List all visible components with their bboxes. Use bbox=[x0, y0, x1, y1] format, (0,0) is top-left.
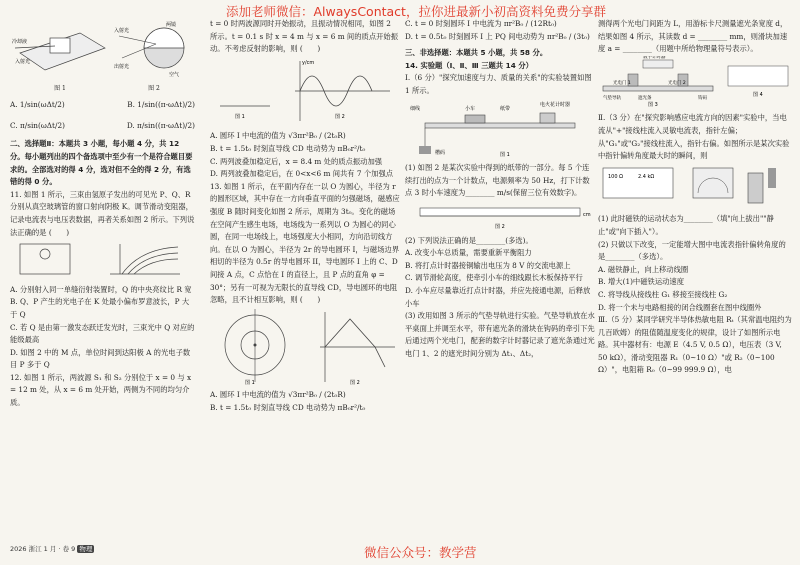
q10-option-b[interactable]: B. 1/sin((π-ωΔt)/2) bbox=[127, 100, 195, 110]
fig3-label-gate1: 光电门 1 bbox=[613, 80, 631, 86]
q13-option-b[interactable]: B. t = 1.5t₀ 时刻直导线 CD 电动势为 πB₀r²/t₀ bbox=[210, 402, 366, 412]
q14-part2-option-a[interactable]: A. 磁铁静止，向上移动线圈 bbox=[598, 264, 689, 274]
q10-option-a[interactable]: A. 1/sin(ωΔt/2) bbox=[10, 100, 65, 110]
fig1-caption: 图 1 bbox=[54, 84, 66, 92]
figure-1 bbox=[10, 18, 110, 95]
q14-part1-q3: (3) 改用如图 3 所示的气垫导轨进行实验。气垫导轨放在水平桌面上并调至水平，带有遮光条的滑块在钩码的牵引下先后通过两个光电门，配套的数字计时器记录了遮光条通过光电门 1、2 的遮光时间分别为 Δt₁、Δt₂， bbox=[405, 311, 595, 358]
q12-stem: 12. 如图 1 所示，两波源 S₁ 和 S₂ 分别位于 x = 0 与 x = 12 m 处，从 x = 6 m 处开始，两侧为不同的均匀介质。 bbox=[10, 372, 192, 408]
q10-option-d[interactable]: D. π/sin((π-ωΔt)/2) bbox=[126, 120, 195, 130]
footer-text: 2026 浙江 1 月 · 卷 9 bbox=[10, 545, 76, 553]
q11-option-a[interactable]: A. 分别射入同一单缝衍射装置时，Q 的中央亮纹比 R 宽 bbox=[10, 284, 192, 294]
q13-figures bbox=[210, 307, 400, 385]
fig1-label-incident: 入射光 bbox=[15, 59, 31, 65]
fig3-label-rail: 气垫导轨 bbox=[603, 95, 621, 101]
wave-fig1-caption: 图 1 bbox=[235, 113, 245, 120]
fig1-caption: 图 1 bbox=[500, 151, 510, 158]
q14-part2-option-c[interactable]: C. 将导线从接线柱 G₁ 移接至接线柱 G₂ bbox=[598, 289, 728, 299]
q14-option-a[interactable]: A. 改变小车总质量，需要重新平衡阻力 bbox=[405, 248, 532, 258]
page-footer bbox=[10, 544, 94, 553]
q10-option-c[interactable]: C. π/sin(ωΔt/2) bbox=[10, 120, 65, 130]
q14-option-d[interactable]: D. 小车应尽量靠近打点计时器，并应先接通电源，后释放小车 bbox=[405, 285, 591, 308]
q14-part1-q2: (2) 下列说法正确的是________(多选)。 bbox=[405, 235, 533, 245]
figure-2-drawing bbox=[114, 18, 194, 78]
fig1-label-cooling: 冷却液 bbox=[12, 39, 28, 45]
fig1-label-tape: 纸带 bbox=[500, 105, 511, 112]
column-3 bbox=[405, 18, 595, 360]
fig3-label-gate2: 光电门 2 bbox=[668, 80, 686, 86]
circuit-label-100ohm: 100 Ω bbox=[608, 173, 623, 180]
q14-part2-q1: (1) 此时磁铁的运动状态为________（填"向上拔出""静止"或"向下插入"）。 bbox=[598, 214, 774, 236]
q14-part2-q2: (2) 只做以下改变，一定能增大图中电流表指针偏转角度的是________（多选）。 bbox=[598, 239, 786, 262]
wave-fig2-caption: 图 2 bbox=[335, 113, 345, 120]
fig2-label-exit: 出射光 bbox=[114, 64, 130, 70]
q14-part1-q3-cont: 测得两个光电门间距为 L，用游标卡尺测量遮光条宽度 d，结果如图 4 所示，其读数 d = ________ mm，则滑块加速度 a = ________（用题中所给物理量符号表示）。 bbox=[598, 19, 788, 54]
fig2-label-incident: 入射光 bbox=[114, 28, 130, 34]
q14-heading: 14. 实验题（Ⅰ、Ⅱ、Ⅲ 三题共 14 分） bbox=[405, 60, 533, 70]
q14-part2-option-d[interactable]: D. 将一个未与电路相接的闭合线圈套在图中线圈外 bbox=[598, 302, 762, 312]
footer-subject-tag: 物理 bbox=[79, 545, 93, 553]
fig1-label-timer: 电火花计时器 bbox=[540, 101, 571, 108]
column-4 bbox=[598, 18, 793, 377]
q12-option-a[interactable]: A. 圆环 I 中电流的值为 √3πr²B₀ / (2t₀R) bbox=[210, 131, 346, 141]
column-2 bbox=[210, 18, 400, 414]
q12-option-d[interactable]: D. 两列波叠加稳定后，在 0<x<6 m 间共有 7 个加强点 bbox=[210, 169, 394, 179]
wave-y-unit: y/cm bbox=[302, 59, 315, 66]
q13-stem: 13. 如图 1 所示，在平面内存在一以 O 为圆心，半径为 r 的圆形区域，其中存在一方向垂直平面的匀强磁场，磁感应强度 B 随时间变化如图 2 所示，周期为 3t₀。变化的磁场在空间产生感生电场，电场线为一系列以 O 为圆心的同心圆，在同一电场线上，电场强度大小相同，方向沿切线方向。在以 O 为圆心，半径为 2r 的导电圆环 I，与磁场边界相切的半径为 0.5r 的导电圆环 II，导电圆环 I 上的 C、D 间接 A 点，C 点恰在 I 的直径上，且 P 点的直角 φ = 30°；另有一可视为无限长的直导线 CD，导电圆环的电阻忽略，且不计相互影响，则 ( ) bbox=[210, 181, 400, 305]
section-2-heading: 二、选择题Ⅱ：本题共 3 小题，每小题 4 分，共 12 分。每小题列出的四个备选项中至少有一个是符合题目要求的。全部选对的得 4 分，选对但不全的得 2 分，有选错的得 0 分。 bbox=[10, 139, 193, 187]
fig2-caption: 图 2 bbox=[148, 84, 160, 92]
q11-figures bbox=[10, 239, 190, 279]
fig3-label-shade: 遮光条 bbox=[638, 95, 652, 101]
q14-fig2-tape bbox=[405, 200, 595, 230]
q11-stem: 11. 如图 1 所示，三束由氢原子发出的可见光 P、Q、R 分别从真空玻璃管的窗口射向阴极 K。调节滑动变阻器，记录电流表与电压表数据，再者关系如图 2 所示。下列说法正确的是 ( ) bbox=[10, 189, 195, 237]
watermark-top: 添加老师微信：AlwaysContact，拉你进最新小初高资料免费分享群 bbox=[226, 4, 606, 19]
q12-option-b[interactable]: B. t = 1.5t₀ 时刻直导线 CD 电动势为 πB₀r²/t₀ bbox=[210, 143, 366, 153]
fig1-label-cart: 小车 bbox=[465, 105, 476, 112]
q14-fig3-fig4 bbox=[598, 56, 793, 108]
fig2-caption: 图 2 bbox=[495, 223, 505, 230]
ruler-unit: cm bbox=[583, 211, 591, 218]
q14-fig1-apparatus bbox=[405, 98, 595, 158]
q13-option-d[interactable]: D. t = 0.5t₀ 时刻圆环 I 上 PQ 间电动势为 πr²B₀ / (3t₀) bbox=[405, 31, 590, 41]
circuit-label-2.4k: 2.4 kΩ bbox=[638, 173, 655, 180]
fig1-label-weight: 槽码 bbox=[435, 149, 446, 156]
q13-option-c[interactable]: C. t = 0 时刻圆环 I 中电流为 πr²B₀ / (12Rt₀) bbox=[405, 19, 557, 28]
section-3-heading: 三、非选择题：本题共 5 小题，共 58 分。 bbox=[405, 48, 548, 58]
column-1 bbox=[10, 18, 195, 410]
fig1-label-rope: 细线 bbox=[410, 105, 421, 112]
figure-1-drawing bbox=[10, 18, 110, 78]
fig3-caption: 图 3 bbox=[648, 101, 658, 108]
fig2-label-mirror: 两镜 bbox=[166, 22, 177, 28]
q11-option-d[interactable]: D. 如图 2 中的 M 点，单位时间到达阳极 A 的光电子数目 P 多于 Q bbox=[10, 347, 191, 370]
q11-option-c[interactable]: C. 若 Q 是由第一激发态跃迁发光时，三束光中 Q 对应的能级最高 bbox=[10, 322, 195, 345]
fig2-label-air: 空气 bbox=[169, 72, 180, 78]
q12-continued: t = 0 时两波源同时开始振动，且振动情况相同，如图 2 所示。t = 0.1 s 时 x = 4 m 与 x = 6 m 间的质点开始振动。不考虑反射的影响，则 ( ) bbox=[210, 19, 399, 54]
fig3-label-weight: 钩码 bbox=[698, 95, 707, 101]
q14-part2-option-b[interactable]: B. 增大(1)中磁铁运动速度 bbox=[598, 277, 685, 287]
q13-fig2-caption: 图 2 bbox=[350, 379, 360, 385]
fig3-label-timer: 数字计时器 bbox=[643, 55, 666, 60]
q14-part2-intro: Ⅱ.（3 分）在"探究影响感应电流方向的因素"实验中，当电流从"+"接线柱流入灵敏电流表，指针左偏；从"G₁"或"G₂"接线柱流入，指针右偏。如图所示是某次实验中指针偏转角度最大时的瞬间，则 bbox=[598, 113, 790, 161]
q14-part1-q1: (1) 如图 2 是某次实验中得到的纸带的一部分。每 5 个连续打出的点为一个计数点，电源频率为 50 Hz，打下计数点 3 时小车速度为________ m/s(保留三位有效数字)。 bbox=[405, 163, 590, 198]
q10-options-row2 bbox=[10, 120, 195, 133]
q14-part2-circuit bbox=[598, 163, 793, 209]
q12-option-c[interactable]: C. 两列波叠加稳定后，x = 8.4 m 处的质点振动加强 bbox=[210, 156, 383, 166]
q14-option-c[interactable]: C. 调节滑轮高度，使牵引小车的细线跟长木板保持平行 bbox=[405, 273, 583, 283]
fig4-caption: 图 4 bbox=[753, 91, 763, 98]
q13-fig1-caption: 图 1 bbox=[245, 379, 255, 385]
q11-option-b[interactable]: B. Q、P 产生的光电子在 K 处最小偏布罗意波长，P 大于 Q bbox=[10, 297, 190, 319]
watermark-bottom: 微信公众号：教学营 bbox=[364, 545, 477, 560]
q14-option-b[interactable]: B. 将打点计时器接铜输出电压为 8 V 的交流电源上 bbox=[405, 260, 571, 270]
q10-options-row1 bbox=[10, 99, 195, 112]
figure-2 bbox=[114, 18, 194, 95]
q13-option-a[interactable]: A. 圆环 I 中电流的值为 √3πr²B₀ / (2t₀R) bbox=[210, 390, 346, 400]
q12-wave-figure bbox=[210, 56, 400, 126]
q14-part3-intro: Ⅲ.（5 分）某同学研究半导体热敏电阻 Rₜ（其常温电阻约为几百欧姆）的阻值随温度变化的规律，设计了如图所示电路。其中器材有：电源 E（4.5 V, 0.5 Ω），电压表（3 V, 50 kΩ），滑动变阻器 R₁（0~10 Ω）"或 R₂（0~100 Ω）"，电阻箱 R₀（0~99 999.9 Ω），电 bbox=[598, 315, 792, 375]
q14-part1-intro: Ⅰ.（6 分）"探究加速度与力、质量的关系"的实验装置如图 1 所示。 bbox=[405, 73, 592, 95]
